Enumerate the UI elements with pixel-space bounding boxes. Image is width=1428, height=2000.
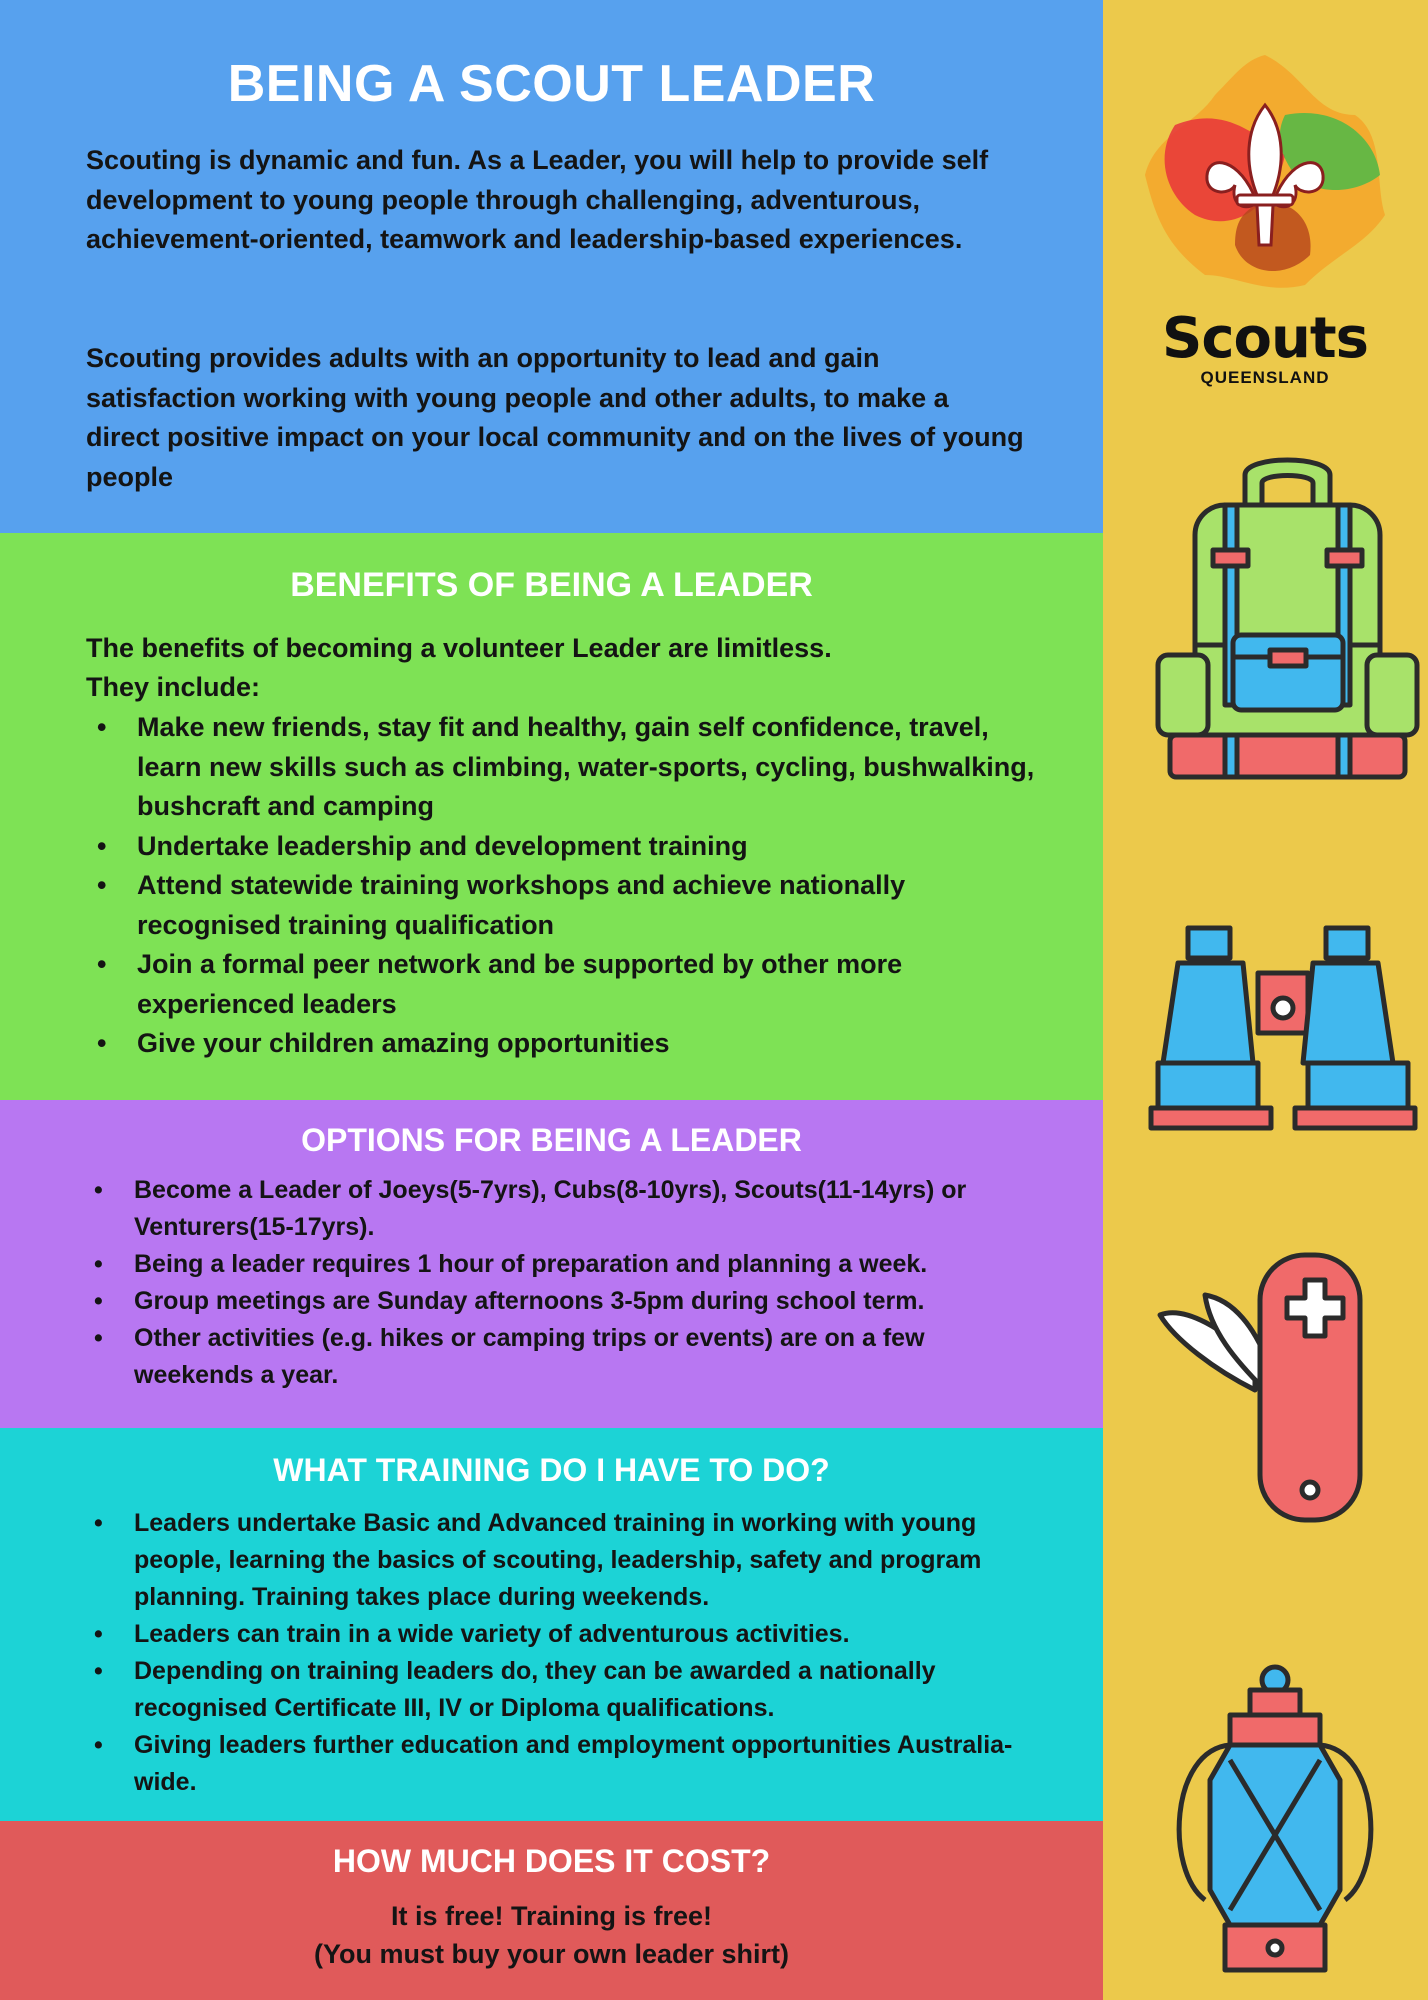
list-item: • Undertake leadership and development training (137, 827, 1037, 867)
training-title: WHAT TRAINING DO I HAVE TO DO? (273, 1452, 830, 1488)
list-item: • Other activities (e.g. hikes or camping trips or events) are on a few weekends a year. (134, 1320, 1034, 1394)
list-item: • Leaders can train in a wide variety of adventurous activities. (134, 1616, 1044, 1653)
backpack-icon (1150, 445, 1425, 790)
benefits-list (137, 708, 1037, 1064)
lantern-icon (1170, 1660, 1385, 1980)
binoculars-icon (1148, 923, 1418, 1138)
options-list (134, 1172, 1034, 1394)
list-item: • Giving leaders further education and employment opportunities Australia-wide. (134, 1727, 1044, 1801)
options-title: OPTIONS FOR BEING A LEADER (301, 1122, 802, 1158)
page-title: BEING A SCOUT LEADER (227, 55, 876, 113)
benefits-intro-line-1: The benefits of becoming a volunteer Leader are limitless. (86, 633, 832, 663)
list-item: • Depending on training leaders do, they can be awarded a nationally recognised Certificate III, IV or Diploma qualifications. (134, 1653, 1044, 1727)
benefits-title: BENEFITS OF BEING A LEADER (290, 566, 813, 604)
logo-word: Scouts (1162, 306, 1368, 371)
pocket-knife-icon (1155, 1250, 1365, 1525)
list-item: • Group meetings are Sunday afternoons 3-5pm during school term. (134, 1283, 1034, 1320)
cost-line-1: It is free! Training is free! (390, 1901, 713, 1931)
list-item: • Give your children amazing opportunities (137, 1024, 1037, 1064)
intro-paragraph-2: Scouting provides adults with an opportunity to lead and gain satisfaction working with young people and other adults, to make a direct positive impact on your local community and on the lives of young people (86, 343, 1024, 492)
intro-paragraph-1: Scouting is dynamic and fun. As a Leader, you will help to provide self development to young people through challenging, adventurous, achievement-oriented, teamwork and leadership-based experiences. (86, 145, 989, 254)
benefits-intro-line-2: They include: (86, 672, 261, 702)
list-item: • Join a formal peer network and be supported by other more experienced leaders (137, 945, 1037, 1024)
logo-region: QUEENSLAND (1200, 368, 1330, 387)
list-item: • Make new friends, stay fit and healthy, gain self confidence, travel, learn new skills such as climbing, water-sports, cycling, bushwalking, bushcraft and camping (137, 708, 1037, 827)
list-item: • Leaders undertake Basic and Advanced training in working with young people, learning the basics of scouting, leadership, safety and program planning. Training takes place during weekends. (134, 1505, 1044, 1616)
list-item: • Become a Leader of Joeys(5-7yrs), Cubs(8-10yrs), Scouts(11-14yrs) or Venturers(15-17yrs). (134, 1172, 1034, 1246)
cost-title: HOW MUCH DOES IT COST? (332, 1843, 771, 1879)
fleur-de-lis-icon (1135, 45, 1395, 305)
training-list (134, 1505, 1044, 1801)
list-item: • Being a leader requires 1 hour of preparation and planning a week. (134, 1246, 1034, 1283)
list-item: • Attend statewide training workshops and achieve nationally recognised training qualification (137, 866, 1037, 945)
cost-line-2: (You must buy your own leader shirt) (313, 1939, 790, 1969)
